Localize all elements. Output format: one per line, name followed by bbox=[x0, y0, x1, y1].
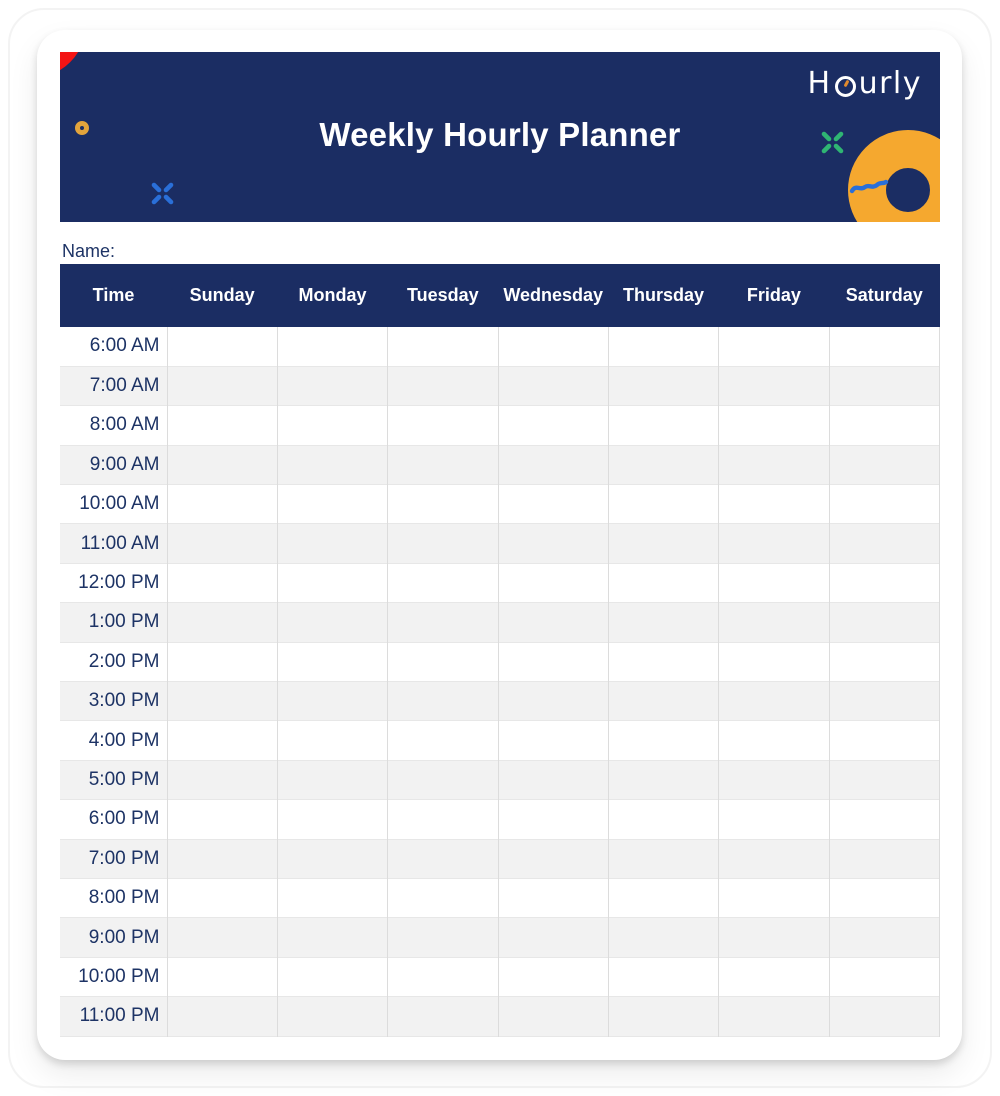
planner-cell[interactable] bbox=[388, 445, 498, 484]
planner-cell[interactable] bbox=[829, 485, 939, 524]
planner-cell[interactable] bbox=[719, 878, 829, 917]
planner-cell[interactable] bbox=[829, 406, 939, 445]
planner-row bbox=[60, 800, 940, 839]
planner-cell[interactable] bbox=[829, 603, 939, 642]
planner-cell[interactable] bbox=[277, 406, 387, 445]
planner-cell[interactable] bbox=[277, 800, 387, 839]
planner-cell[interactable] bbox=[829, 721, 939, 760]
planner-cell[interactable] bbox=[829, 327, 939, 366]
planner-cell[interactable] bbox=[388, 918, 498, 957]
planner-cell[interactable] bbox=[719, 366, 829, 405]
planner-cell[interactable] bbox=[388, 327, 498, 366]
planner-cell[interactable] bbox=[719, 957, 829, 996]
planner-cell[interactable] bbox=[498, 682, 608, 721]
planner-cell[interactable] bbox=[498, 760, 608, 799]
planner-cell[interactable] bbox=[608, 878, 718, 917]
planner-row bbox=[60, 366, 940, 405]
planner-cell[interactable] bbox=[498, 485, 608, 524]
planner-cell[interactable] bbox=[498, 839, 608, 878]
planner-cell[interactable] bbox=[829, 878, 939, 917]
planner-cell[interactable] bbox=[277, 760, 387, 799]
planner-cell[interactable] bbox=[388, 642, 498, 681]
time-label: 8:00 PM bbox=[88, 887, 160, 909]
time-label: 5:00 PM bbox=[88, 768, 160, 790]
planner-row bbox=[60, 563, 940, 602]
planner-cell[interactable] bbox=[608, 800, 718, 839]
planner-cell[interactable] bbox=[719, 721, 829, 760]
planner-cell[interactable] bbox=[498, 406, 608, 445]
planner-cell[interactable] bbox=[719, 524, 829, 563]
planner-cell[interactable] bbox=[608, 327, 718, 366]
planner-cell[interactable] bbox=[388, 997, 498, 1036]
planner-cell[interactable] bbox=[608, 839, 718, 878]
day-column-header: Tuesday bbox=[388, 264, 498, 327]
blue-x-icon bbox=[149, 180, 176, 207]
time-label: 2:00 PM bbox=[88, 650, 160, 672]
planner-cell[interactable] bbox=[277, 327, 387, 366]
planner-row bbox=[60, 878, 940, 917]
planner-cell[interactable] bbox=[498, 997, 608, 1036]
planner-row bbox=[60, 760, 940, 799]
time-label: 9:00 AM bbox=[89, 453, 160, 475]
planner-cell[interactable] bbox=[167, 603, 277, 642]
planner-cell[interactable] bbox=[498, 524, 608, 563]
time-label: 7:00 AM bbox=[89, 375, 160, 397]
time-label: 8:00 AM bbox=[89, 414, 160, 436]
page-title: Weekly Hourly Planner bbox=[319, 116, 681, 153]
planner-cell[interactable] bbox=[277, 445, 387, 484]
time-label: 12:00 PM bbox=[78, 572, 160, 594]
planner-cell[interactable] bbox=[829, 563, 939, 602]
planner-cell[interactable] bbox=[388, 563, 498, 602]
planner-cell[interactable] bbox=[608, 682, 718, 721]
planner-cell[interactable] bbox=[388, 406, 498, 445]
planner-cell[interactable] bbox=[277, 878, 387, 917]
planner-cell[interactable] bbox=[829, 524, 939, 563]
planner-cell[interactable] bbox=[719, 485, 829, 524]
planner-cell[interactable] bbox=[498, 563, 608, 602]
planner-row bbox=[60, 603, 940, 642]
planner-cell[interactable] bbox=[388, 721, 498, 760]
planner-cell[interactable] bbox=[498, 327, 608, 366]
planner-cell[interactable] bbox=[608, 563, 718, 602]
planner-cell[interactable] bbox=[608, 524, 718, 563]
planner-card bbox=[37, 30, 962, 1060]
planner-cell[interactable] bbox=[388, 800, 498, 839]
planner-cell[interactable] bbox=[829, 800, 939, 839]
planner-cell[interactable] bbox=[608, 997, 718, 1036]
planner-cell[interactable] bbox=[829, 366, 939, 405]
time-label: 10:00 AM bbox=[79, 493, 160, 515]
time-label: 3:00 PM bbox=[88, 690, 160, 712]
planner-cell[interactable] bbox=[167, 957, 277, 996]
planner-cell[interactable] bbox=[388, 524, 498, 563]
day-column-header: Saturday bbox=[829, 264, 939, 327]
planner-cell[interactable] bbox=[498, 603, 608, 642]
planner-cell[interactable] bbox=[277, 642, 387, 681]
planner-cell[interactable] bbox=[498, 445, 608, 484]
planner-cell[interactable] bbox=[608, 760, 718, 799]
planner-cell[interactable] bbox=[608, 406, 718, 445]
planner-row bbox=[60, 682, 940, 721]
planner-cell[interactable] bbox=[608, 918, 718, 957]
planner-cell[interactable] bbox=[498, 918, 608, 957]
time-label: 9:00 PM bbox=[88, 926, 160, 948]
planner-cell[interactable] bbox=[608, 366, 718, 405]
planner-cell[interactable] bbox=[167, 721, 277, 760]
planner-cell[interactable] bbox=[167, 406, 277, 445]
planner-cell[interactable] bbox=[388, 957, 498, 996]
planner-cell[interactable] bbox=[719, 642, 829, 681]
planner-cell[interactable] bbox=[498, 800, 608, 839]
planner-cell[interactable] bbox=[167, 524, 277, 563]
planner-cell[interactable] bbox=[719, 327, 829, 366]
planner-cell[interactable] bbox=[388, 485, 498, 524]
day-column-header: Monday bbox=[277, 264, 387, 327]
planner-cell[interactable] bbox=[829, 642, 939, 681]
planner-cell[interactable] bbox=[829, 682, 939, 721]
day-column-header: Wednesday bbox=[498, 264, 608, 327]
planner-cell[interactable] bbox=[829, 997, 939, 1036]
planner-row bbox=[60, 485, 940, 524]
planner-cell[interactable] bbox=[388, 366, 498, 405]
planner-cell[interactable] bbox=[498, 642, 608, 681]
table-header-row bbox=[60, 264, 940, 327]
planner-row bbox=[60, 327, 940, 366]
planner-cell[interactable] bbox=[167, 997, 277, 1036]
planner-cell[interactable] bbox=[719, 760, 829, 799]
planner-cell[interactable] bbox=[498, 366, 608, 405]
time-label: 6:00 PM bbox=[88, 808, 160, 830]
brand-logo-prefix: H bbox=[807, 66, 832, 101]
day-column-header: Friday bbox=[719, 264, 829, 327]
planner-cell[interactable] bbox=[608, 603, 718, 642]
time-label: 1:00 PM bbox=[88, 611, 160, 633]
planner-cell[interactable] bbox=[167, 760, 277, 799]
planner-cell[interactable] bbox=[388, 603, 498, 642]
time-label: 7:00 PM bbox=[88, 847, 160, 869]
name-input[interactable] bbox=[123, 241, 443, 262]
planner-cell[interactable] bbox=[608, 957, 718, 996]
planner-table bbox=[60, 264, 940, 1037]
planner-cell[interactable] bbox=[388, 682, 498, 721]
planner-cell[interactable] bbox=[608, 445, 718, 484]
planner-cell[interactable] bbox=[719, 406, 829, 445]
planner-cell[interactable] bbox=[719, 682, 829, 721]
planner-cell[interactable] bbox=[498, 957, 608, 996]
planner-cell[interactable] bbox=[277, 524, 387, 563]
planner-cell[interactable] bbox=[829, 760, 939, 799]
planner-cell[interactable] bbox=[167, 682, 277, 721]
planner-row bbox=[60, 839, 940, 878]
brand-logo bbox=[808, 66, 923, 101]
planner-cell[interactable] bbox=[719, 918, 829, 957]
planner-cell[interactable] bbox=[608, 485, 718, 524]
planner-row bbox=[60, 721, 940, 760]
planner-cell[interactable] bbox=[608, 721, 718, 760]
planner-cell[interactable] bbox=[167, 642, 277, 681]
planner-row bbox=[60, 406, 940, 445]
time-label: 10:00 PM bbox=[78, 965, 160, 987]
planner-cell[interactable] bbox=[829, 918, 939, 957]
time-label: 4:00 PM bbox=[88, 729, 160, 751]
planner-cell[interactable] bbox=[277, 485, 387, 524]
planner-row bbox=[60, 997, 940, 1036]
banner bbox=[60, 52, 940, 222]
planner-cell[interactable] bbox=[277, 721, 387, 760]
planner-row bbox=[60, 918, 940, 957]
planner-cell[interactable] bbox=[498, 878, 608, 917]
planner-cell[interactable] bbox=[388, 878, 498, 917]
clock-hand-icon bbox=[843, 80, 849, 88]
planner-cell[interactable] bbox=[388, 760, 498, 799]
planner-cell[interactable] bbox=[277, 957, 387, 996]
planner-cell[interactable] bbox=[167, 485, 277, 524]
planner-cell[interactable] bbox=[829, 839, 939, 878]
time-label: 6:00 AM bbox=[89, 335, 160, 357]
planner-cell[interactable] bbox=[277, 839, 387, 878]
planner-cell[interactable] bbox=[277, 682, 387, 721]
planner-row bbox=[60, 524, 940, 563]
planner-cell[interactable] bbox=[719, 800, 829, 839]
planner-cell[interactable] bbox=[719, 563, 829, 602]
planner-cell[interactable] bbox=[719, 997, 829, 1036]
planner-body bbox=[60, 327, 940, 1036]
planner-cell[interactable] bbox=[277, 997, 387, 1036]
planner-cell[interactable] bbox=[277, 603, 387, 642]
name-label: Name: bbox=[62, 241, 116, 261]
day-column-header: Sunday bbox=[167, 264, 277, 327]
planner-cell[interactable] bbox=[608, 642, 718, 681]
planner-cell[interactable] bbox=[829, 445, 939, 484]
planner-cell[interactable] bbox=[167, 445, 277, 484]
planner-cell[interactable] bbox=[167, 878, 277, 917]
planner-row bbox=[60, 957, 940, 996]
time-column-header: Time bbox=[60, 264, 167, 327]
planner-cell[interactable] bbox=[277, 366, 387, 405]
time-label: 11:00 AM bbox=[80, 532, 160, 554]
time-label: 11:00 PM bbox=[79, 1005, 160, 1027]
planner-cell[interactable] bbox=[498, 721, 608, 760]
planner-cell[interactable] bbox=[388, 839, 498, 878]
planner-cell[interactable] bbox=[277, 918, 387, 957]
day-column-header: Thursday bbox=[608, 264, 718, 327]
planner-cell[interactable] bbox=[719, 445, 829, 484]
planner-row bbox=[60, 445, 940, 484]
planner-cell[interactable] bbox=[277, 563, 387, 602]
brand-logo-o bbox=[835, 76, 856, 97]
planner-cell[interactable] bbox=[167, 563, 277, 602]
planner-cell[interactable] bbox=[719, 603, 829, 642]
planner-cell[interactable] bbox=[829, 957, 939, 996]
red-arc-decoration bbox=[60, 52, 86, 78]
planner-cell[interactable] bbox=[719, 839, 829, 878]
name-row bbox=[62, 241, 443, 262]
planner-cell[interactable] bbox=[167, 800, 277, 839]
planner-row bbox=[60, 642, 940, 681]
brand-logo-suffix: urly bbox=[858, 66, 922, 101]
planner-cell[interactable] bbox=[167, 366, 277, 405]
planner-cell[interactable] bbox=[167, 918, 277, 957]
blue-squiggle-icon bbox=[848, 174, 890, 198]
planner-cell[interactable] bbox=[167, 839, 277, 878]
planner-cell[interactable] bbox=[167, 327, 277, 366]
